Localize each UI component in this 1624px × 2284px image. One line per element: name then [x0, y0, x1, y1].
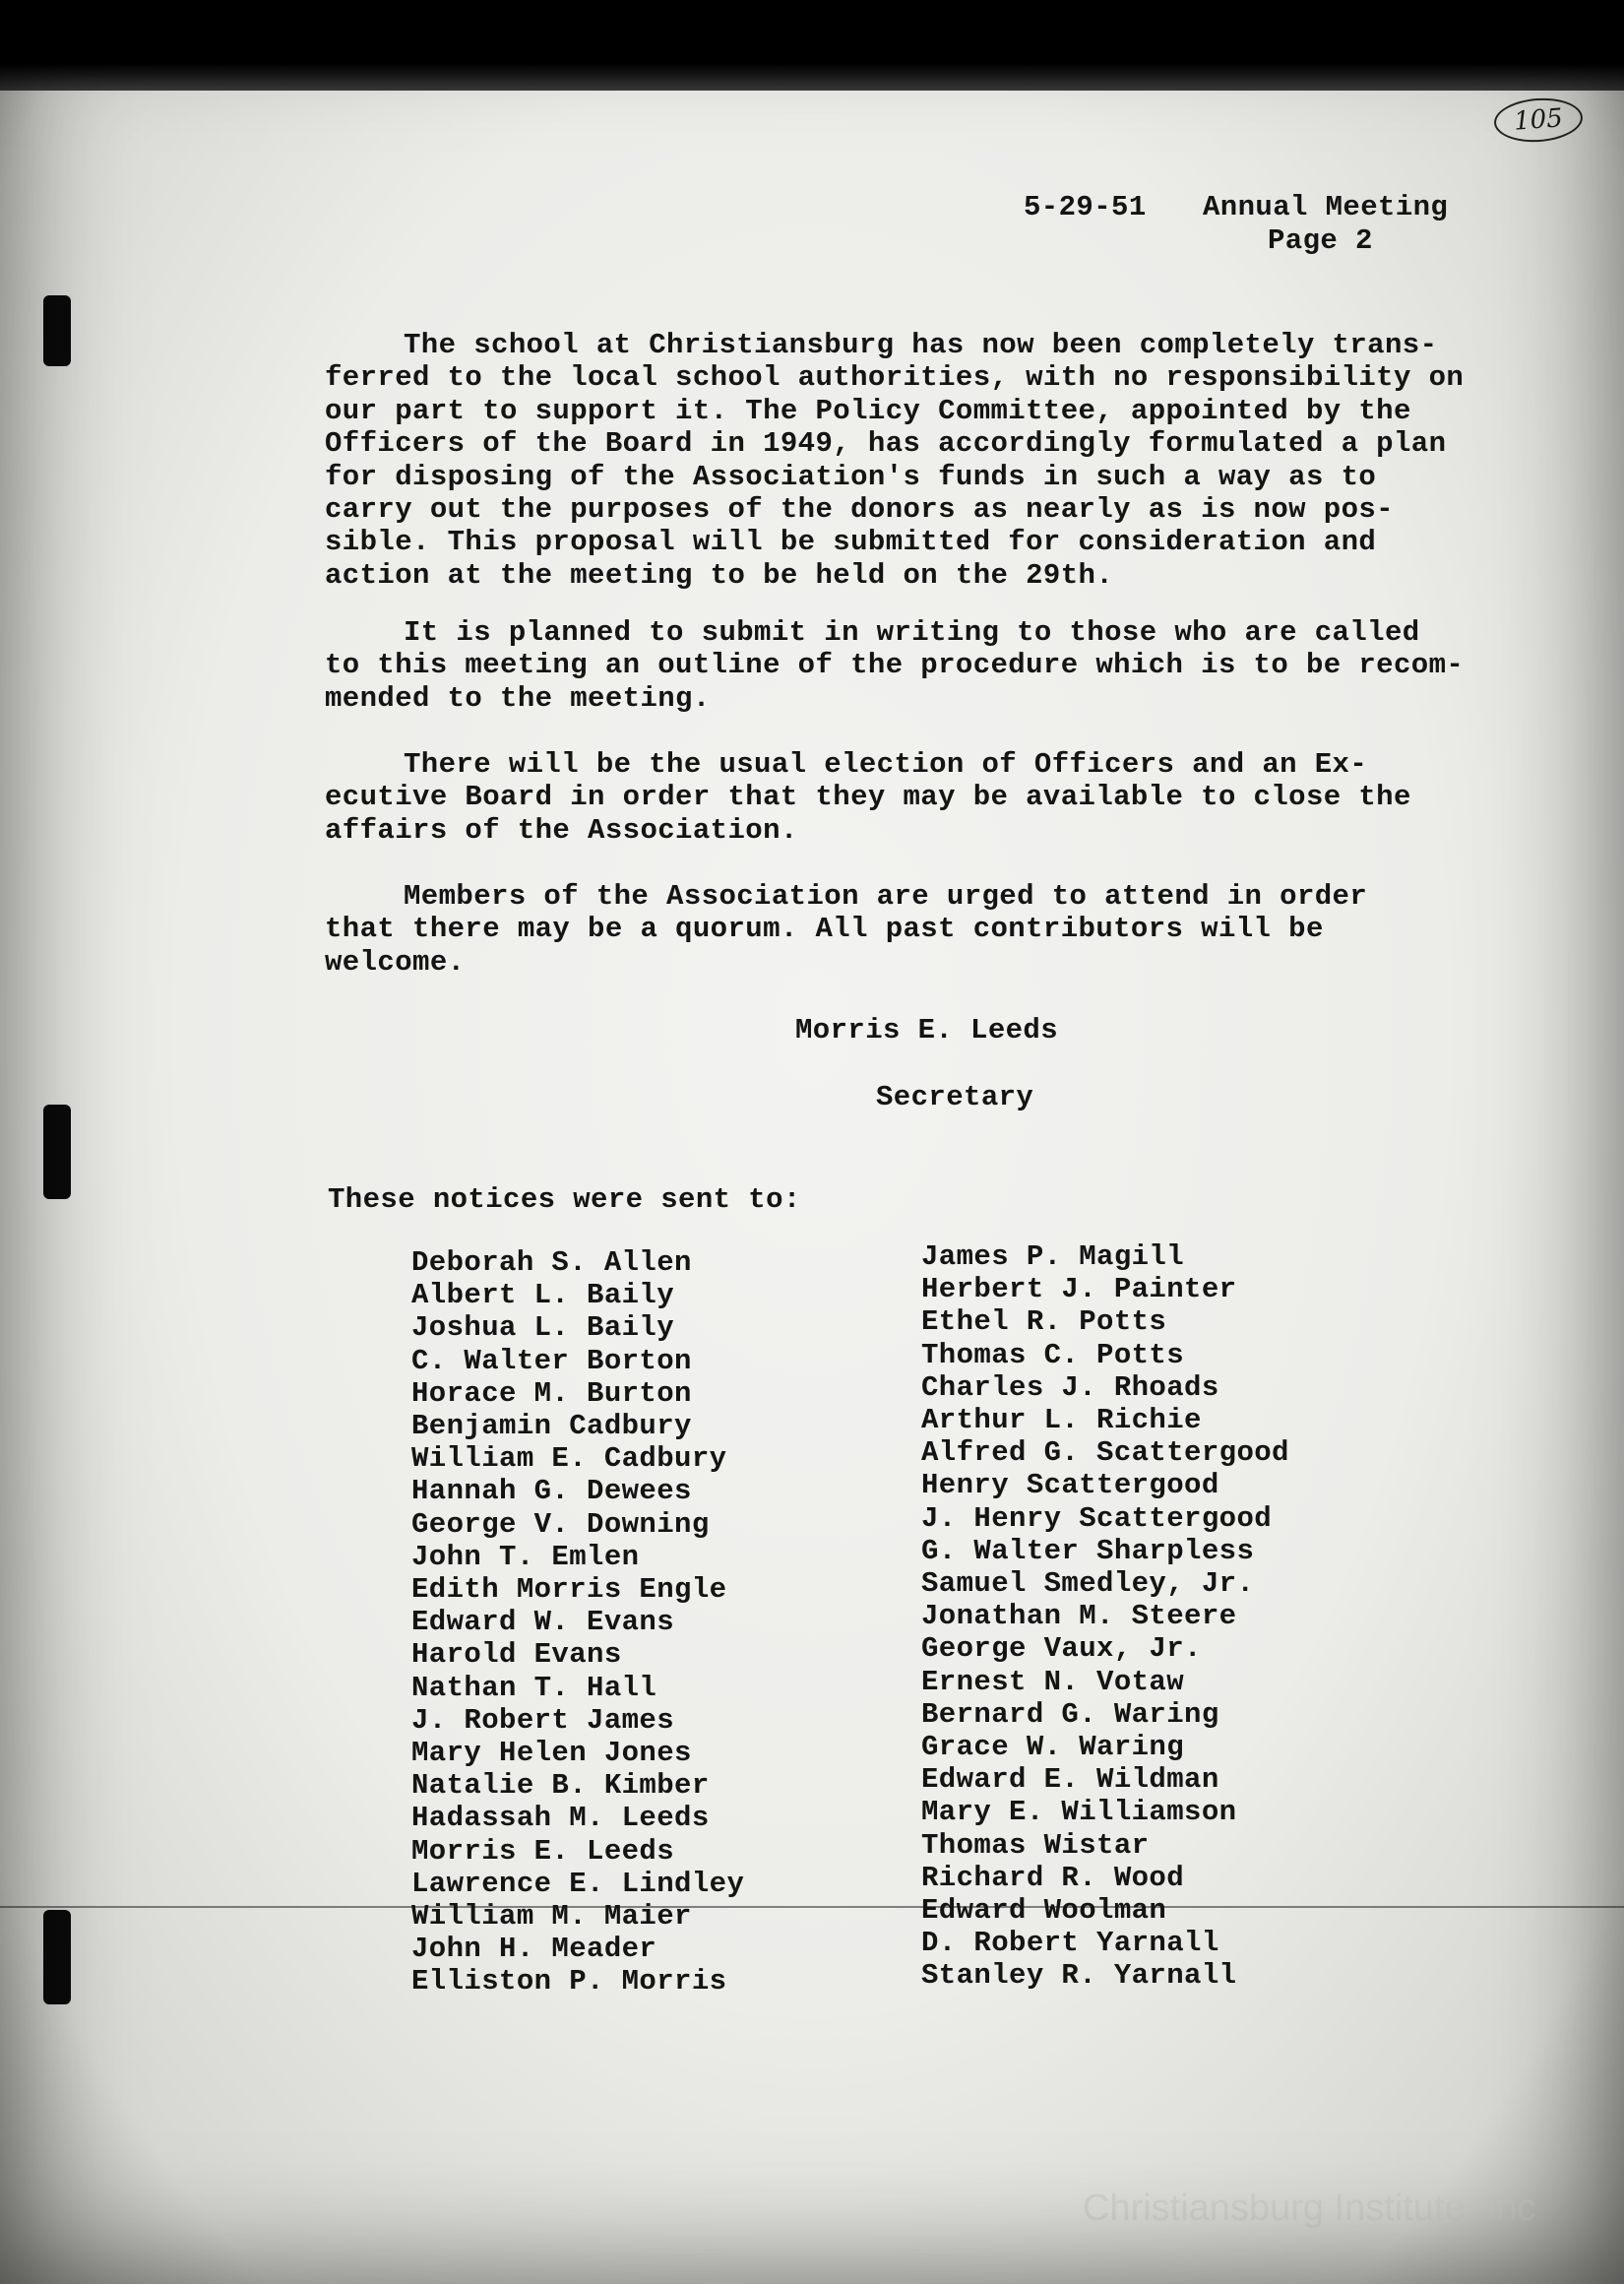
- paragraph-line: Officers of the Board in 1949, has accordingly formulated a plan: [325, 427, 1447, 461]
- binder-hole-middle: [43, 1105, 71, 1199]
- recipient-name: Morris E. Leeds: [411, 1834, 675, 1868]
- recipient-name: Albert L. Baily: [411, 1279, 675, 1312]
- binder-hole-top: [43, 295, 71, 366]
- page-number: 105: [1493, 95, 1585, 145]
- recipient-name: Mary E. Williamson: [921, 1796, 1237, 1829]
- recipient-name: Benjamin Cadbury: [411, 1410, 692, 1443]
- recipients-left-column: [411, 1246, 744, 1998]
- paragraph-line: sible. This proposal will be submitted for consideration and: [325, 526, 1377, 559]
- recipient-name: William E. Cadbury: [411, 1442, 727, 1476]
- scan-fold-line: [0, 1906, 1624, 1908]
- recipient-name: Thomas Wistar: [921, 1828, 1150, 1862]
- paragraph-line: action at the meeting to be held on the 29th.: [325, 558, 1114, 592]
- recipients-heading: These notices were sent to:: [328, 1183, 801, 1216]
- recipient-name: Edith Morris Engle: [411, 1573, 727, 1607]
- recipient-name: Samuel Smedley, Jr.: [921, 1567, 1255, 1601]
- recipient-name: Jonathan M. Steere: [921, 1600, 1237, 1633]
- recipient-name: Stanley R. Yarnall: [921, 1959, 1237, 1993]
- recipient-name: G. Walter Sharpless: [921, 1534, 1255, 1567]
- paragraph-line: carry out the purposes of the donors as nearly as is now pos-: [325, 493, 1394, 526]
- paragraph-line: There will be the usual election of Officers and an Ex-: [404, 748, 1368, 781]
- paragraph-line: It is planned to submit in writing to those who are called: [404, 616, 1420, 649]
- recipients-right-column: [921, 1240, 1289, 1993]
- recipient-name: George Vaux, Jr.: [921, 1632, 1202, 1666]
- recipient-name: D. Robert Yarnall: [921, 1927, 1219, 1960]
- scan-top-border: [0, 0, 1624, 91]
- recipient-name: C. Walter Borton: [411, 1344, 692, 1377]
- recipient-name: Hadassah M. Leeds: [411, 1802, 710, 1835]
- recipient-name: Charles J. Rhoads: [921, 1370, 1219, 1404]
- recipient-name: William M. Maier: [411, 1900, 692, 1934]
- paragraph-line: to this meeting an outline of the procedure which is to be recom-: [325, 649, 1465, 682]
- signature-name: Morris E. Leeds: [795, 1014, 1059, 1047]
- recipient-name: Edward Woolman: [921, 1894, 1167, 1928]
- paragraph-line: that there may be a quorum. All past contributors will be: [325, 913, 1324, 946]
- recipient-name: Hannah G. Dewees: [411, 1475, 692, 1508]
- header-date: 5-29-51: [1024, 191, 1147, 223]
- recipient-name: Grace W. Waring: [921, 1731, 1185, 1764]
- recipient-name: Mary Helen Jones: [411, 1737, 692, 1770]
- recipient-name: Joshua L. Baily: [411, 1311, 675, 1345]
- binder-hole-bottom: [43, 1910, 71, 2004]
- paragraph-line: for disposing of the Association's funds in such a way as to: [325, 460, 1377, 493]
- recipient-name: Edward E. Wildman: [921, 1763, 1219, 1797]
- paragraph-line: mended to the meeting.: [325, 681, 711, 715]
- recipient-name: J. Robert James: [411, 1703, 675, 1737]
- recipient-name: George V. Downing: [411, 1507, 710, 1541]
- recipient-name: Elliston P. Morris: [411, 1965, 727, 1998]
- recipient-name: Alfred G. Scattergood: [921, 1436, 1289, 1470]
- watermark: Christiansburg Institute, Inc: [1083, 2188, 1536, 2229]
- recipient-name: Thomas C. Potts: [921, 1338, 1185, 1371]
- recipient-name: John H. Meader: [411, 1933, 657, 1966]
- recipient-name: Harold Evans: [411, 1638, 622, 1672]
- recipient-name: Henry Scattergood: [921, 1469, 1219, 1502]
- recipient-name: Herbert J. Painter: [921, 1273, 1237, 1306]
- recipient-name: J. Henry Scattergood: [921, 1501, 1273, 1535]
- recipient-name: Bernard G. Waring: [921, 1697, 1219, 1731]
- recipient-name: Edward W. Evans: [411, 1606, 675, 1639]
- recipient-name: Natalie B. Kimber: [411, 1769, 710, 1803]
- paragraph-line: ecutive Board in order that they may be available to close the: [325, 781, 1411, 814]
- paragraph-line: affairs of the Association.: [325, 813, 798, 847]
- paragraph-line: The school at Christiansburg has now been completely trans-: [404, 329, 1438, 361]
- recipient-name: Arthur L. Richie: [921, 1404, 1202, 1437]
- recipient-name: James P. Magill: [921, 1240, 1185, 1273]
- paragraph-line: our part to support it. The Policy Committee, appointed by the: [325, 394, 1411, 427]
- recipient-name: Ethel R. Potts: [921, 1305, 1167, 1339]
- recipient-name: Deborah S. Allen: [411, 1246, 692, 1279]
- recipient-name: Horace M. Burton: [411, 1376, 692, 1410]
- recipient-name: Richard R. Wood: [921, 1861, 1185, 1894]
- paragraph-line: ferred to the local school authorities, with no responsibility on: [325, 361, 1465, 395]
- recipient-name: Lawrence E. Lindley: [411, 1867, 745, 1900]
- recipient-name: Nathan T. Hall: [411, 1671, 657, 1704]
- recipient-name: John T. Emlen: [411, 1540, 640, 1573]
- paragraph-line: welcome.: [325, 945, 466, 979]
- recipient-name: Ernest N. Votaw: [921, 1665, 1185, 1698]
- header-page: Page 2: [1268, 224, 1373, 257]
- paragraph-line: Members of the Association are urged to attend in order: [404, 880, 1368, 913]
- header-title: Annual Meeting: [1203, 191, 1449, 223]
- signature-title: Secretary: [876, 1081, 1034, 1113]
